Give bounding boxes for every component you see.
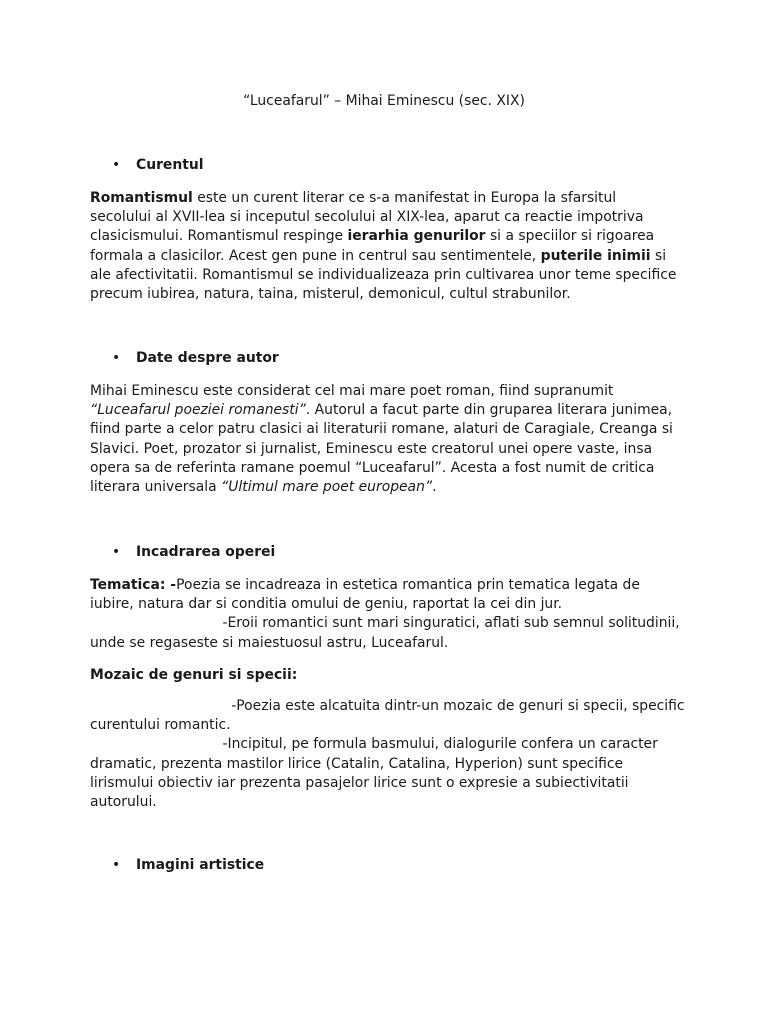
text-line xyxy=(90,247,690,266)
text-run: secolului al XVII-lea si inceputul secolului al XIX-lea, aparut ca reactie impotriva xyxy=(90,209,644,226)
document-title: “Luceafarul” – Mihai Eminescu (sec. XIX) xyxy=(243,93,525,109)
text-line xyxy=(90,478,690,497)
text-line xyxy=(90,755,690,774)
text-line xyxy=(90,595,690,614)
bold-run: Tematica: - xyxy=(90,577,177,593)
text-line xyxy=(90,227,690,246)
section-heading-label: Date despre autor xyxy=(136,350,279,366)
text-line xyxy=(90,697,690,716)
section-heading-incadrarea xyxy=(112,543,275,562)
text-run: literara universala xyxy=(90,479,222,496)
bullet-icon: • xyxy=(112,857,121,873)
section-heading-label: Incadrarea operei xyxy=(136,544,276,560)
bullet-icon: • xyxy=(112,544,121,560)
section-heading-label: Curentul xyxy=(136,157,204,173)
text-run: -Poezia este alcatuita dintr-un mozaic de genuri si specii, specific xyxy=(90,698,685,714)
text-run: clasicismului. Romantismul respinge xyxy=(90,228,348,245)
text-line xyxy=(90,266,690,285)
bold-run: puterile inimii xyxy=(540,247,651,264)
section-heading-autor xyxy=(112,349,279,368)
text-line xyxy=(90,459,690,478)
paragraph-tematica xyxy=(90,576,690,653)
paragraph-mozaic xyxy=(90,697,690,812)
text-line xyxy=(90,208,690,227)
text-run: ale afectivitatii. Romantismul se individualizeaza prin cultivarea unor teme specifice xyxy=(90,266,677,283)
section-heading-label: Imagini artistice xyxy=(136,857,265,873)
text-run: si a speciilor si rigoarea xyxy=(485,228,655,245)
text-run: -Eroii romantici sunt mari singuratici, aflati sub semnul solitudinii, xyxy=(90,615,680,632)
text-line xyxy=(90,401,690,420)
text-run: . xyxy=(432,479,437,496)
section-heading-imagini xyxy=(112,856,264,875)
text-run: este un curent literar ce s-a manifestat in Europa la sfarsitul xyxy=(192,190,617,206)
text-run: precum iubirea, natura, taina, misterul, demonicul, cultul strabunilor. xyxy=(90,286,571,303)
bullet-icon: • xyxy=(112,350,121,366)
text-line xyxy=(90,614,690,633)
text-run: . Autorul a facut parte din gruparea literara junimea, xyxy=(305,402,673,419)
subheading-mozaic: Mozaic de genuri si specii: xyxy=(90,667,298,683)
text-run: Mihai Eminescu este considerat cel mai mare poet roman, fiind supranumit xyxy=(90,383,614,399)
italic-run: “Luceafarul poeziei romanesti” xyxy=(90,402,306,419)
italic-run: “Ultimul mare poet european” xyxy=(221,479,433,496)
text-run: Slavici. Poet, prozator si jurnalist, Eminescu este creatorul unei opere vaste, insa xyxy=(90,440,653,457)
text-run: Poezia se incadreaza in estetica romantica prin tematica legata de xyxy=(176,577,640,593)
text-run: fiind parte a celor patru clasici ai literaturii romane, alaturi de Caragiale, Creanga si xyxy=(90,421,673,438)
text-line xyxy=(90,576,690,595)
text-line xyxy=(90,716,690,735)
text-run: opera sa de referinta ramane poemul “Luceafarul”. Acesta a fost numit de critica xyxy=(90,459,655,476)
text-run: dramatic, prezenta mastilor lirice (Catalin, Catalina, Hyperion) sunt specifice xyxy=(90,755,624,772)
bold-run: ierarhia genurilor xyxy=(347,228,486,245)
paragraph-curentul xyxy=(90,189,690,304)
text-line xyxy=(90,634,690,653)
text-line xyxy=(90,774,690,793)
bullet-icon: • xyxy=(112,157,121,173)
text-line xyxy=(90,793,690,812)
text-line xyxy=(90,735,690,754)
text-run: formala a clasicilor. Acest gen pune in centrul sau sentimentele, xyxy=(90,247,541,264)
text-line xyxy=(90,382,690,401)
text-run: curentului romantic. xyxy=(90,717,231,734)
text-run: lirismului obiectiv iar prezenta pasajelor lirice sunt o expresie a subiectivitatii xyxy=(90,774,629,791)
text-run: -Incipitul, pe formula basmului, dialogurile confera un caracter xyxy=(90,736,658,753)
text-line xyxy=(90,420,690,439)
section-heading-curentul xyxy=(112,156,204,175)
text-line xyxy=(90,189,690,208)
text-line xyxy=(90,285,690,304)
text-run: iubire, natura dar si conditia omului de geniu, raportat la cei din jur. xyxy=(90,596,563,613)
text-run: unde se regaseste si maiestuosul astru, Luceafarul. xyxy=(90,634,449,651)
text-run: si xyxy=(650,247,667,264)
bold-run: Romantismul xyxy=(90,190,193,206)
paragraph-autor xyxy=(90,382,690,497)
text-line xyxy=(90,440,690,459)
text-run: autorului. xyxy=(90,794,157,811)
